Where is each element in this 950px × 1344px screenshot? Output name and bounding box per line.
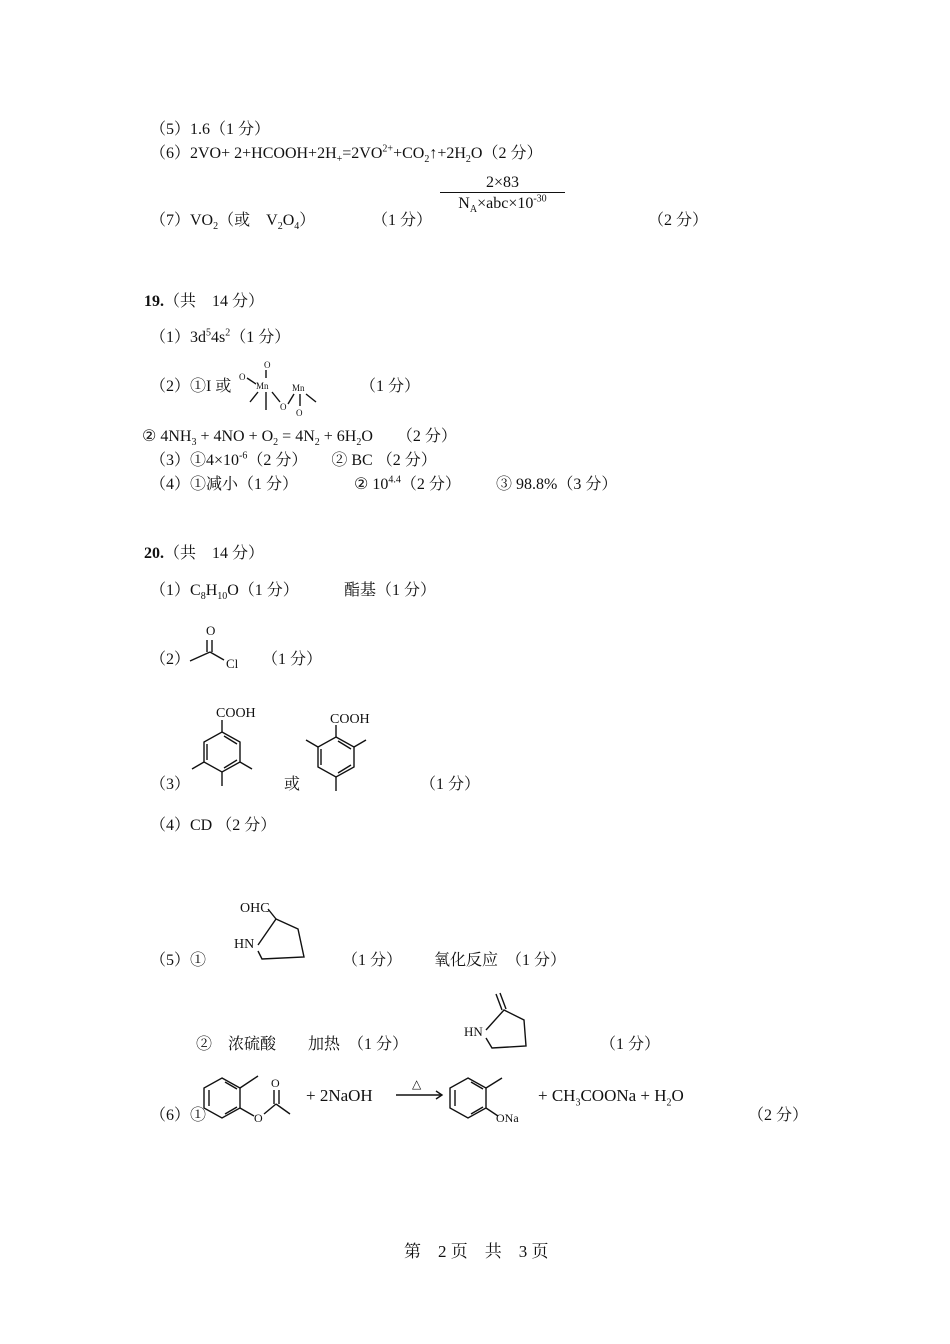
q20-4-answer: （4）CD （2 分） bbox=[150, 817, 277, 834]
q20-2-label: （2） bbox=[150, 651, 191, 668]
q19-1-answer: $(1)3d^54s^2(1$ 分） bbox=[150, 327, 291, 346]
q20-5b-answer: ② 浓硫酸 加热 （1 分） bbox=[196, 1036, 409, 1053]
q20-5-score: （1 分） bbox=[342, 952, 403, 969]
atom-o-top: O bbox=[264, 360, 271, 370]
q18-7-score: （1 分） bbox=[372, 212, 433, 229]
prolinal-structure bbox=[232, 895, 322, 970]
atom-o-bottom: O bbox=[296, 408, 303, 418]
acetyl-chloride-structure bbox=[186, 620, 246, 670]
q19-2-answer: （2）①I 或 bbox=[150, 378, 232, 395]
reagent-naoh: + 2NaOH bbox=[306, 1086, 373, 1105]
cooh-group: COOH bbox=[216, 706, 256, 721]
atom-hn: HN bbox=[234, 937, 255, 952]
q20-heading: 20.（共 14 分） bbox=[144, 545, 265, 562]
q19-2-score: （1 分） bbox=[360, 378, 421, 395]
q20-5-reaction-type: 氧化反应 （1 分） bbox=[434, 952, 567, 969]
delta-icon: △ bbox=[412, 1077, 422, 1091]
q20-3-label: （3） bbox=[150, 776, 191, 793]
atom-o-left: O bbox=[239, 372, 246, 382]
methylenepyrrolidine-structure bbox=[462, 990, 542, 1055]
q20-1-answer: $(1)C_8H_{10}O(1$ 分） bbox=[150, 582, 299, 603]
q20-3-score: （1 分） bbox=[420, 776, 481, 793]
q20-5b-score: （1 分） bbox=[600, 1036, 661, 1053]
q18-7-score2: （2 分） bbox=[648, 212, 709, 229]
atom-hn: HN bbox=[464, 1024, 483, 1039]
fraction-numerator: 2×83 bbox=[440, 174, 565, 193]
trimethylbenzoic-acid-structure-1 bbox=[180, 700, 280, 800]
q19-heading: 19.（共 14 分） bbox=[144, 293, 265, 310]
sodium-o-cresolate-structure bbox=[444, 1068, 534, 1128]
q19-3-answer: $(3)①4\times 10^{-6}(2$ 分） ② BC （2 分） bbox=[150, 450, 437, 469]
atom-cl: Cl bbox=[226, 656, 239, 671]
q18-7-answer: $(7)VO_2$（或 $V_2O_4$） bbox=[150, 212, 316, 233]
products: + $CH_3COONa + H_2O$ bbox=[538, 1086, 684, 1109]
q19-4-answer-2: ② $10^{4.4}(2$ 分） bbox=[354, 474, 461, 493]
page-footer: 第 2 页 共 3 页 bbox=[404, 1242, 549, 1261]
q19-4-answer-1: （4）①减小（1 分） bbox=[150, 476, 299, 493]
q20-6-label: （6）① bbox=[150, 1107, 207, 1124]
atom-o-ester: O bbox=[254, 1111, 263, 1125]
q19-2b-answer: ② $4NH_3 + 4NO + O_2 = 4N_2 + 6H_2O$ （2 分） bbox=[142, 428, 457, 449]
trimethylbenzoic-acid-structure-2 bbox=[300, 705, 400, 800]
density-fraction bbox=[440, 174, 565, 216]
q20-2-score: （1 分） bbox=[262, 651, 323, 668]
atom-o: O bbox=[206, 623, 216, 638]
atom-o-bridge: O bbox=[280, 402, 287, 412]
q20-3-or: 或 bbox=[284, 776, 301, 793]
q18-6-answer: $(6)2VO+ 2+HCOOH+2H_+=2VO^{2+}+CO_2↑+2H_2O(2$ 分） bbox=[150, 143, 543, 166]
atom-o-carbonyl: O bbox=[271, 1076, 280, 1090]
mn-oxo-structure bbox=[236, 358, 336, 418]
atom-mn-right: Mn bbox=[292, 383, 305, 393]
o-tolyl-acetate-structure bbox=[200, 1068, 310, 1128]
q20-1-functional-group: 酯基（1 分） bbox=[344, 582, 437, 599]
heat-arrow bbox=[396, 1078, 446, 1100]
q20-5-label: （5）① bbox=[150, 952, 207, 969]
ohc-group: OHC bbox=[240, 901, 270, 916]
fraction-denominator: $N_A\times abc\times 10^{-30}$ bbox=[458, 193, 547, 216]
cooh-group: COOH bbox=[330, 712, 370, 727]
ona-group: ONa bbox=[496, 1111, 519, 1125]
atom-mn-left: Mn bbox=[256, 381, 269, 391]
q18-5-answer: （5）1.6（1 分） bbox=[150, 121, 271, 138]
q19-4-answer-3: ③ 98.8%（3 分） bbox=[496, 476, 618, 493]
q20-6-score: （2 分） bbox=[748, 1107, 809, 1124]
